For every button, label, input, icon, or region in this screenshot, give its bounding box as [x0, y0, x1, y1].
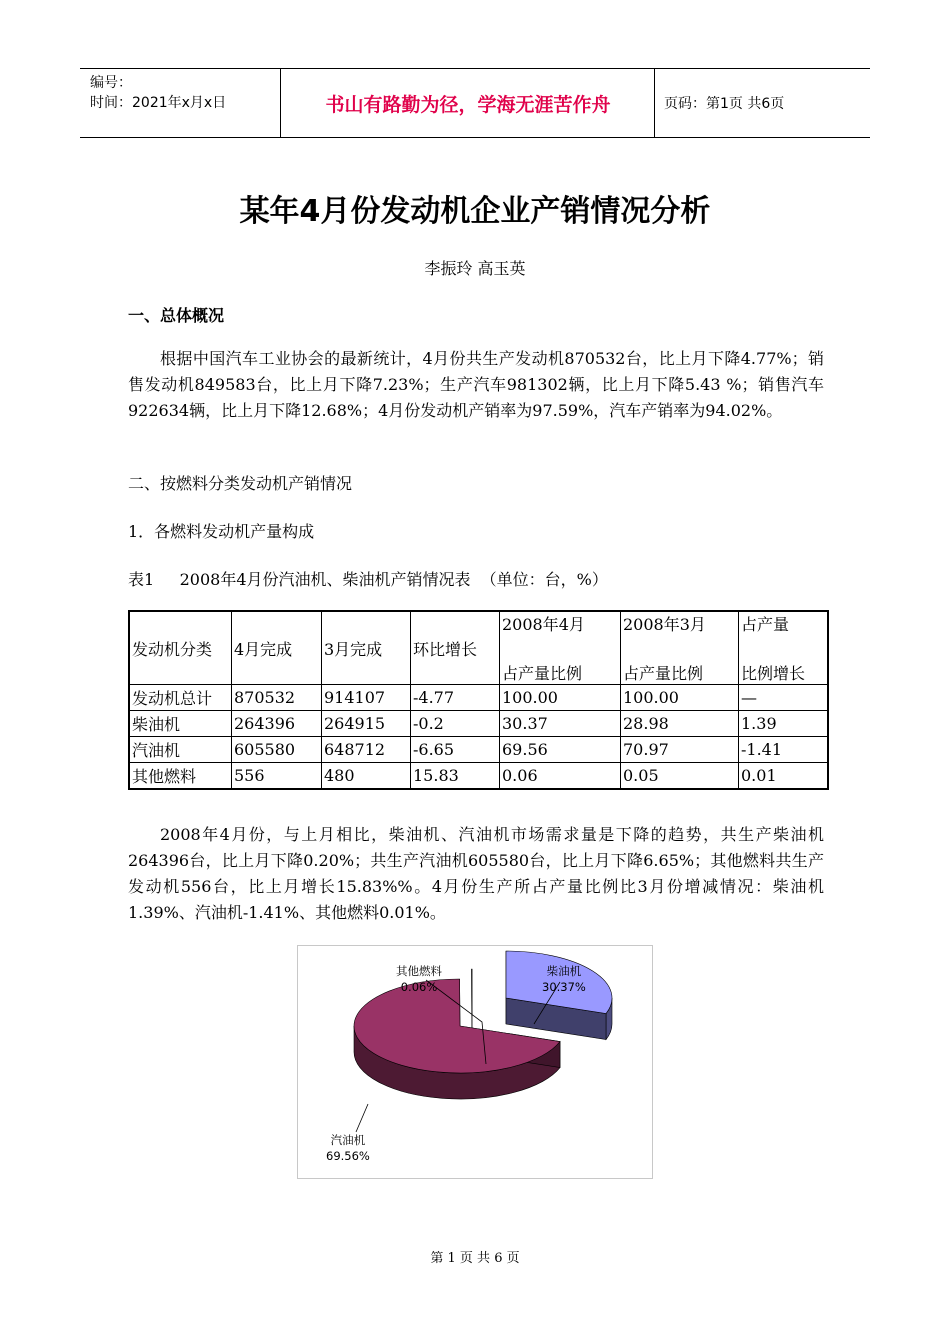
- table-cell: 汽油机: [129, 737, 232, 763]
- table-row: [129, 737, 828, 763]
- table-cell: 30.37: [500, 711, 621, 737]
- table-cell: 100.00: [500, 685, 621, 711]
- table-cell: 柴油机: [129, 711, 232, 737]
- table-row: [129, 685, 828, 711]
- table-cell: 70.97: [621, 737, 739, 763]
- table-cell: 1.39: [739, 711, 829, 737]
- pie-label-name: 其他燃料: [396, 964, 442, 978]
- header-divider: [280, 69, 281, 137]
- section2-heading: 二、按燃料分类发动机产销情况: [128, 474, 353, 493]
- pie-label-pct: 0.06%: [400, 980, 438, 994]
- header-cell: 2008年4月: [500, 611, 621, 648]
- table-cell: —: [739, 685, 829, 711]
- table-cell: 0.06: [500, 763, 621, 790]
- header-cell: 占产量: [739, 611, 829, 648]
- table-cell: 556: [232, 763, 322, 790]
- subsection1-heading: 1．各燃料发动机产量构成: [128, 522, 315, 541]
- table-cell: 648712: [322, 737, 411, 763]
- header-cell: 占产量比例: [500, 648, 621, 685]
- table-caption: 表1 2008年4月份汽油机、柴油机产销情况表 （单位：台，%）: [128, 570, 608, 589]
- table-cell: 69.56: [500, 737, 621, 763]
- table-cell: 480: [322, 763, 411, 790]
- table-cell: -4.77: [411, 685, 500, 711]
- table-cell: 15.83: [411, 763, 500, 790]
- table-cell: 914107: [322, 685, 411, 711]
- table-cell: -6.65: [411, 737, 500, 763]
- header-cell: 2008年3月: [621, 611, 739, 648]
- table-row: [129, 711, 828, 737]
- page-header: [80, 68, 870, 138]
- header-cell: 3月完成: [322, 611, 411, 685]
- table-cell: -1.41: [739, 737, 829, 763]
- pie-label-pct: 30.37%: [542, 980, 586, 994]
- header-cell: 占产量比例: [621, 648, 739, 685]
- header-cell: 4月完成: [232, 611, 322, 685]
- table-cell: 0.01: [739, 763, 829, 790]
- table-cell: 264396: [232, 711, 322, 737]
- header-page-info: 页码：第1页 共6页: [664, 96, 785, 112]
- table-cell: 发动机总计: [129, 685, 232, 711]
- table-header-row: [129, 611, 828, 648]
- time-label: 时间：2021年x月x日: [90, 95, 227, 111]
- header-divider: [654, 69, 655, 137]
- header-cell: 比例增长: [739, 648, 829, 685]
- paragraph2: 2008年4月份，与上月相比，柴油机、汽油机市场需求量是下降的趋势，共生产柴油机264396台，比上月下降0.20%；共生产汽油机605580台，比上月下降6.65%；其他燃料共生产发动机556台，比上月增长15.83%%。4月份生产所占产量比例比3月份增减情况：柴油机1.39%、汽油机-1.41%、其他燃料0.01%。: [128, 825, 824, 922]
- table-cell: 100.00: [621, 685, 739, 711]
- header-motto: 书山有路勤为径，学海无涯苦作舟: [325, 93, 611, 116]
- section1-heading: 一、总体概况: [128, 306, 225, 325]
- table-cell: 605580: [232, 737, 322, 763]
- table-cell: 28.98: [621, 711, 739, 737]
- header-meta: [90, 73, 226, 113]
- table-cell: 264915: [322, 711, 411, 737]
- header-cell: 发动机分类: [129, 611, 232, 685]
- pie-label-pct: 69.56%: [326, 1149, 370, 1163]
- pie-chart: [297, 945, 653, 1179]
- pie-label-name: 汽油机: [330, 1133, 366, 1147]
- production-table: [128, 610, 829, 790]
- pie-label-other: [396, 963, 442, 995]
- pie-label-name: 柴油机: [546, 964, 582, 978]
- table-cell: 870532: [232, 685, 322, 711]
- table-row: [129, 763, 828, 790]
- table-cell: 其他燃料: [129, 763, 232, 790]
- authors: 李振玲 高玉英: [424, 259, 526, 278]
- pie-label-diesel: [542, 963, 586, 995]
- pie-label-gasoline: [326, 1132, 370, 1164]
- document-title: 某年4月份发动机企业产销情况分析: [239, 194, 711, 229]
- table-cell: -0.2: [411, 711, 500, 737]
- table-cell: 0.05: [621, 763, 739, 790]
- page-footer: 第 1 页 共 6 页: [430, 1251, 520, 1266]
- section1-paragraph: 根据中国汽车工业协会的最新统计，4月份共生产发动机870532台，比上月下降4.77%；销售发动机849583台，比上月下降7.23%；生产汽车981302辆，比上月下降5.43 %；销售汽车922634辆，比上月下降12.68%；4月份发动机产销率为97.59%，汽车产销率为94.02%。: [128, 349, 824, 420]
- header-cell: 环比增长: [411, 611, 500, 685]
- leader-line: [356, 1104, 368, 1132]
- number-label: 编号：: [90, 75, 132, 91]
